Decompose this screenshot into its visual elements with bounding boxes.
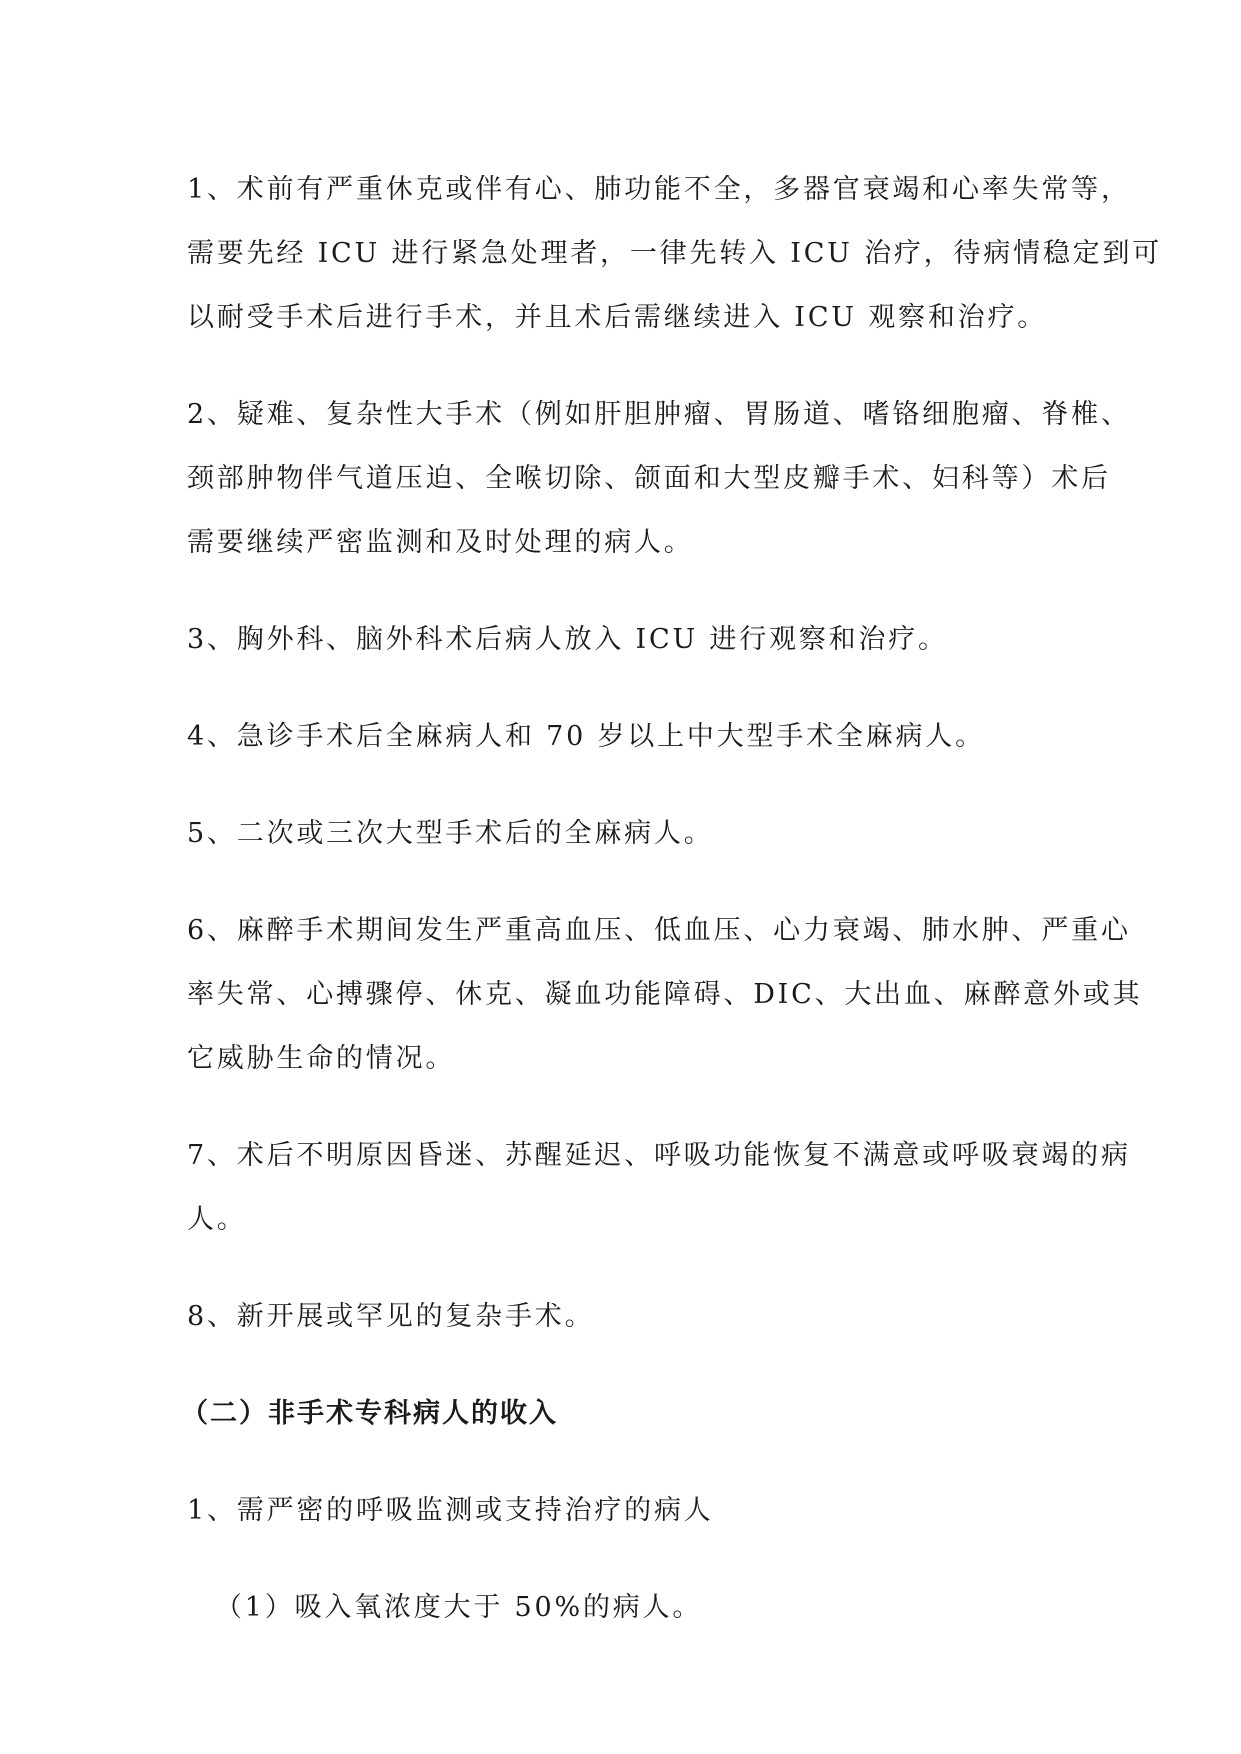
list-item-7-line-1: 7、术后不明原因昏迷、苏醒延迟、呼吸功能恢复不满意或呼吸衰竭的病 xyxy=(187,1140,1131,1171)
list-item-6 xyxy=(187,899,1143,1091)
section-list-item-1 xyxy=(187,1479,1087,1543)
list-item-5 xyxy=(187,802,1087,866)
list-item-8-line-1: 8、新开展或罕见的复杂手术。 xyxy=(187,1301,595,1332)
list-item-7-line-2: 人。 xyxy=(187,1204,247,1235)
list-item-3 xyxy=(187,608,1087,672)
list-item-6-line-2: 率失常、心搏骤停、休克、凝血功能障碍、DIC、大出血、麻醉意外或其 xyxy=(187,979,1143,1010)
list-item-6-line-1: 6、麻醉手术期间发生严重高血压、低血压、心力衰竭、肺水肿、严重心 xyxy=(187,915,1131,946)
list-item-1-line-2: 需要先经 ICU 进行紧急处理者，一律先转入 ICU 治疗，待病情稳定到可 xyxy=(187,238,1163,269)
list-item-2-line-3: 需要继续严密监测和及时处理的病人。 xyxy=(187,527,694,558)
list-item-8 xyxy=(187,1285,1087,1349)
list-item-2-line-1: 2、疑难、复杂性大手术（例如肝胆肿瘤、胃肠道、嗜铬细胞瘤、脊椎、 xyxy=(187,399,1131,430)
list-item-4-line-1: 4、急诊手术后全麻病人和 70 岁以上中大型手术全麻病人。 xyxy=(187,721,985,752)
list-item-1-line-1: 1、术前有严重休克或伴有心、肺功能不全，多器官衰竭和心率失常等， xyxy=(187,174,1131,205)
list-item-2-line-2: 颈部肿物伴气道压迫、全喉切除、颌面和大型皮瓣手术、妇科等）术后 xyxy=(187,463,1111,494)
section-list-item-1-line-1: 1、需严密的呼吸监测或支持治疗的病人 xyxy=(187,1495,714,1526)
list-item-3-line-1: 3、胸外科、脑外科术后病人放入 ICU 进行观察和治疗。 xyxy=(187,624,948,655)
list-item-7 xyxy=(187,1124,1131,1252)
list-item-2 xyxy=(187,383,1131,575)
list-item-1 xyxy=(187,158,1163,350)
section-heading: （二）非手术专科病人的收入 xyxy=(181,1398,558,1429)
list-item-4 xyxy=(187,705,1087,769)
list-item-6-line-3: 它威胁生命的情况。 xyxy=(187,1043,456,1074)
sub-list-item-1: （1）吸入氧浓度大于 50%的病人。 xyxy=(215,1592,703,1623)
document-body xyxy=(181,158,1163,1640)
list-item-5-line-1: 5、二次或三次大型手术后的全麻病人。 xyxy=(187,818,714,849)
list-item-1-line-3: 以耐受手术后进行手术，并且术后需继续进入 ICU 观察和治疗。 xyxy=(187,302,1048,333)
